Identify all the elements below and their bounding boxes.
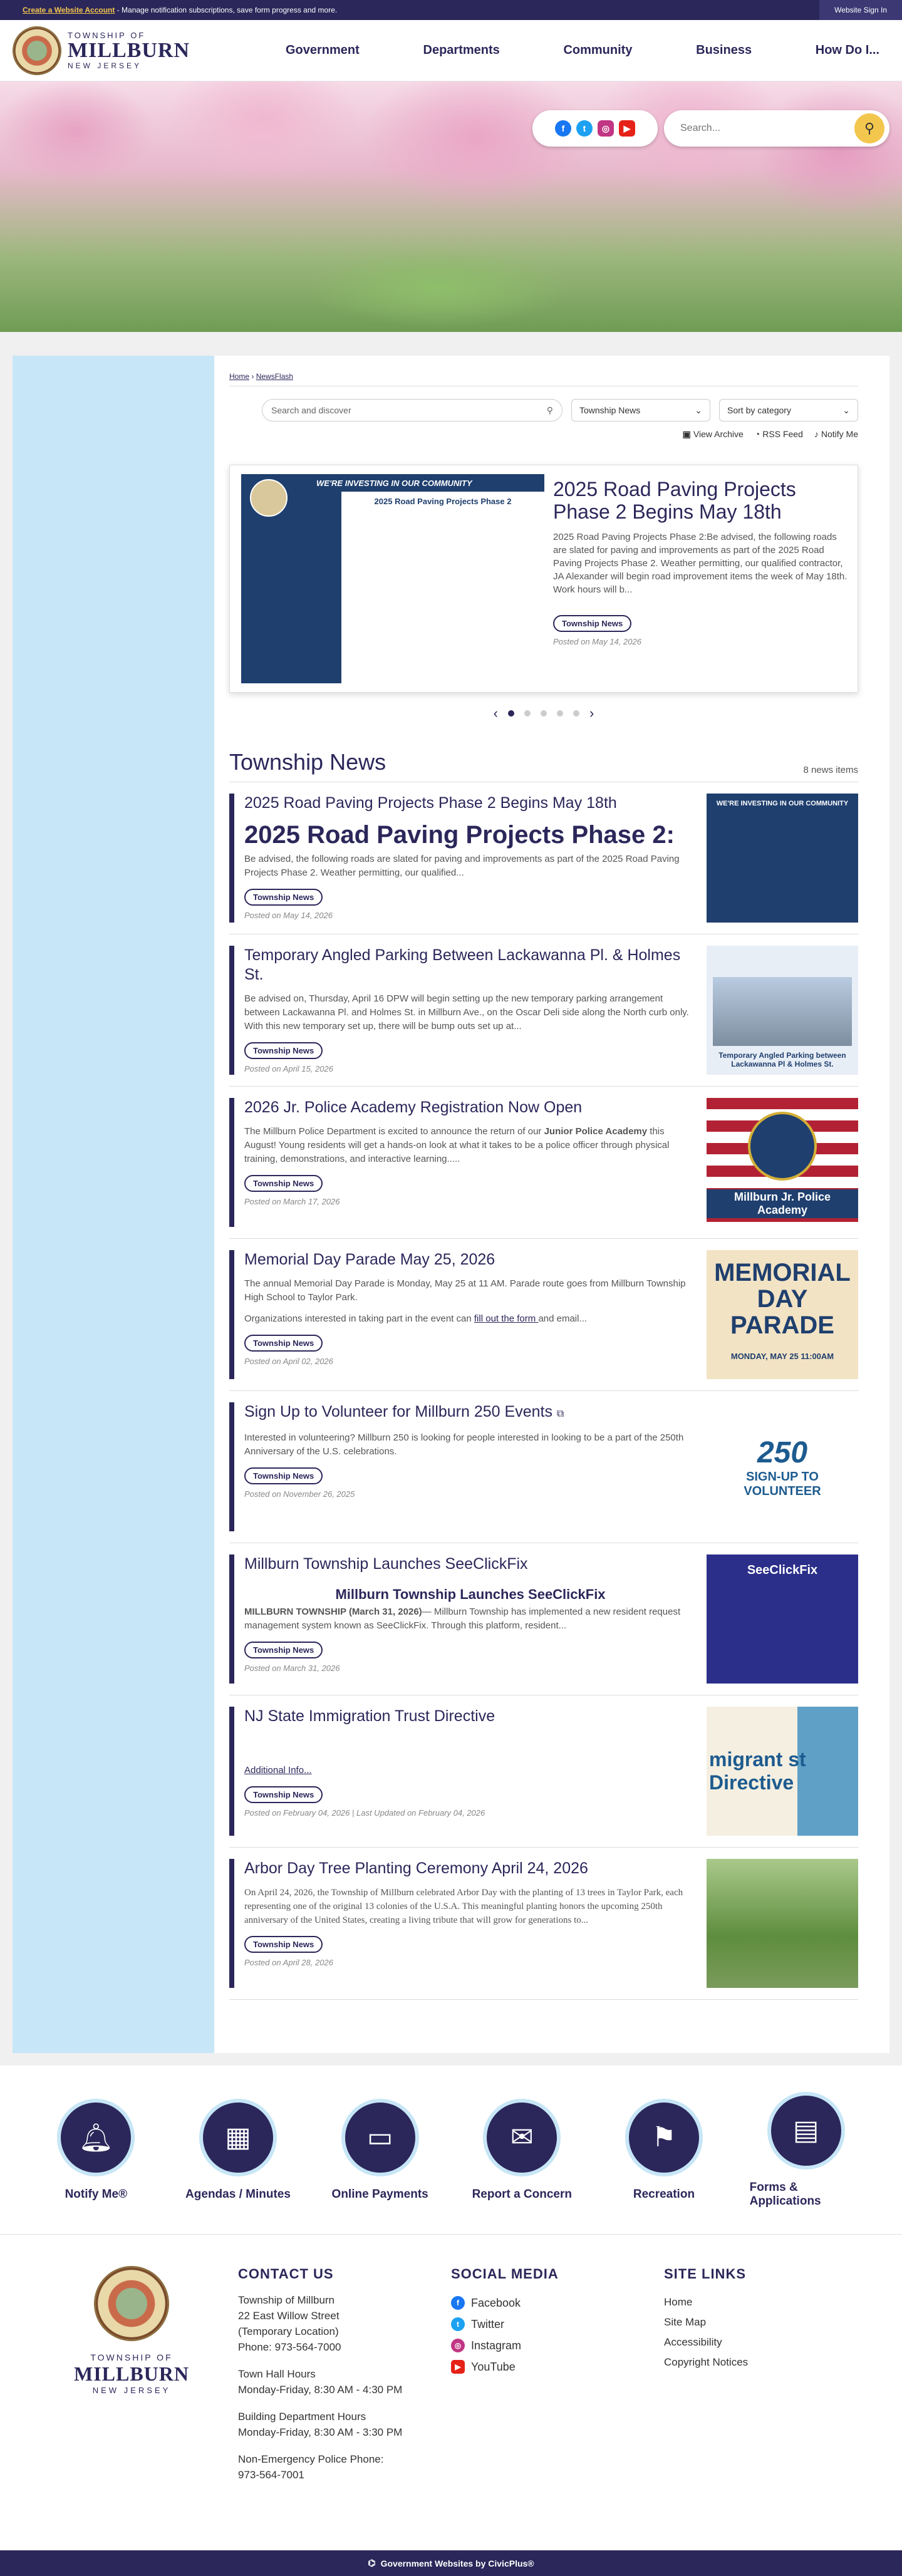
featured-news-card[interactable]: [229, 465, 858, 693]
quick-links: [0, 2066, 902, 2235]
news-item-title[interactable]: NJ State Immigration Trust Directive: [244, 1707, 495, 1725]
posted-date: Posted on February 04, 2026: [244, 1808, 350, 1818]
notify-me-link[interactable]: [814, 429, 858, 440]
instagram-icon: ◎: [451, 2339, 465, 2352]
quicklink-label: Report a Concern: [472, 2187, 572, 2201]
hours-title: Building Department Hours: [238, 2411, 366, 2423]
footer-logo[interactable]: [25, 2266, 238, 2550]
site-search-input[interactable]: [680, 123, 843, 134]
thumbnail-text: SeeClickFix: [747, 1563, 818, 1577]
news-item-thumbnail[interactable]: [707, 1554, 858, 1684]
news-filters: [229, 399, 858, 422]
news-item-thumbnail[interactable]: [707, 1707, 858, 1836]
footer-logo-line-2: MILLBURN: [73, 2362, 189, 2385]
body-text: — Millburn Township has implemented a new resident request management system known as SeeClickFix. Through this platform, resident...: [244, 1606, 681, 1631]
news-item-title[interactable]: Memorial Day Parade May 25, 2026: [244, 1251, 495, 1268]
featured-image-banner: WE'RE INVESTING IN OUR COMMUNITY: [241, 474, 544, 492]
body-text: this August! Young residents will get a hands-on look at what it takes to be a police officer through physical training, demonstrations, and interactive learning.....: [244, 1126, 670, 1164]
breadcrumb-separator: ›: [249, 372, 256, 381]
rss-feed-label: RSS Feed: [762, 429, 803, 439]
bell-icon: 🔔︎: [57, 2099, 135, 2176]
social-links: [532, 110, 658, 147]
news-item-posted: Posted on March 17, 2026: [244, 1197, 340, 1206]
social-label: YouTube: [471, 2361, 516, 2373]
view-archive-link[interactable]: [683, 429, 744, 440]
news-item-body: On April 24, 2026, the Township of Millburn celebrated Arbor Day with the planting of 13 trees in Taylor Park, each representing one of the original 13 colonies of the U.S.A. This meaningful planting honors the upcoming 250th anniversary of the United States, creating a living tribute that will grow for generations to...: [244, 1888, 683, 1925]
hero-banner: [0, 81, 902, 332]
chat-bubble-icon: ✉: [483, 2099, 561, 2176]
news-item: [229, 1695, 858, 1848]
news-item-posted: Posted on April 02, 2026: [244, 1357, 333, 1366]
twitter-icon[interactable]: t: [576, 120, 593, 137]
chevron-left-icon[interactable]: ‹: [493, 705, 498, 721]
youtube-icon[interactable]: ▶: [619, 120, 635, 137]
create-account-link[interactable]: Create a Website Account: [23, 6, 115, 14]
accent-bar: [229, 1554, 234, 1684]
facebook-icon[interactable]: f: [555, 120, 571, 137]
facebook-icon: f: [451, 2296, 465, 2310]
news-item: [229, 782, 858, 934]
view-archive-label: View Archive: [693, 429, 744, 439]
township-seal-icon: [94, 2266, 169, 2341]
news-item-thumbnail[interactable]: [707, 794, 858, 923]
sort-select[interactable]: [719, 399, 858, 422]
body-text: and email...: [538, 1313, 587, 1324]
quicklink-label: Online Payments: [331, 2187, 428, 2201]
nav-business[interactable]: Business: [696, 43, 752, 57]
thumbnail-text: Millburn Jr. Police Academy: [707, 1189, 858, 1218]
site-header: [0, 20, 902, 81]
breadcrumb: [229, 372, 858, 386]
quicklink-forms[interactable]: [750, 2092, 863, 2208]
site-footer: [0, 2235, 902, 2550]
news-item-posted: Posted on March 31, 2026: [244, 1663, 340, 1673]
parking-photo: [713, 977, 852, 1046]
police-badge-icon: [748, 1112, 817, 1181]
news-item-posted: Posted on November 26, 2025: [244, 1489, 355, 1499]
footer-link-accessibility[interactable]: Accessibility: [664, 2336, 722, 2348]
main-navigation: [276, 43, 889, 58]
quicklink-notify-me[interactable]: [39, 2099, 152, 2201]
footer-youtube-link[interactable]: [451, 2356, 664, 2377]
additional-info-link[interactable]: Additional Info...: [244, 1765, 312, 1776]
civicplus-icon: ⌬: [368, 2558, 376, 2568]
accent-bar: [229, 946, 234, 1075]
featured-tag[interactable]: Township News: [553, 615, 631, 632]
body-bold-text: Junior Police Academy: [544, 1126, 648, 1137]
category-select[interactable]: [571, 399, 710, 422]
chevron-down-icon: ⌄: [842, 405, 850, 415]
youtube-icon: ▶: [451, 2360, 465, 2374]
township-seal-icon: [13, 26, 61, 75]
nav-government[interactable]: Government: [286, 43, 360, 57]
quicklink-report-concern[interactable]: [465, 2099, 578, 2201]
news-item-tag[interactable]: Township News: [244, 1467, 323, 1484]
contact-line: Township of Millburn: [238, 2294, 335, 2306]
chevron-down-icon: ⌄: [695, 405, 702, 415]
news-item-body: [244, 1605, 697, 1633]
rss-icon: ◔: [754, 429, 760, 439]
fill-out-form-link[interactable]: fill out the form: [474, 1313, 539, 1324]
quicklink-label: Agendas / Minutes: [185, 2187, 291, 2201]
news-item-posted: Posted on April 15, 2026: [244, 1064, 333, 1073]
contact-phone: Phone: 973-564-7000: [238, 2341, 341, 2353]
pager-dot[interactable]: [541, 710, 547, 716]
thumbnail-text: Temporary Angled Parking between Lackawanna Pl & Holmes St.: [718, 1051, 846, 1068]
bell-icon: ♪: [814, 429, 819, 439]
twitter-icon: t: [451, 2317, 465, 2331]
logo-line-2: MILLBURN: [68, 39, 190, 62]
news-item: [229, 1087, 858, 1239]
thumbnail-subtext: MONDAY, MAY 25 11:00AM: [730, 1352, 834, 1361]
news-item-tag[interactable]: Township News: [244, 1936, 323, 1953]
news-item-body-2: [244, 1312, 697, 1326]
thumbnail-text: MEMORIAL DAY PARADE: [714, 1259, 851, 1339]
news-item: [229, 1391, 858, 1543]
search-icon[interactable]: ⚲: [546, 405, 553, 415]
quicklink-label: Forms & Applications: [749, 2180, 821, 2208]
quicklink-agendas[interactable]: [182, 2099, 294, 2201]
news-item-tag[interactable]: Township News: [244, 1042, 323, 1059]
news-item-thumbnail[interactable]: [707, 1402, 858, 1531]
quicklink-label: Notify Me®: [65, 2187, 128, 2201]
news-item-thumbnail[interactable]: [707, 946, 858, 1075]
news-item: [229, 1848, 858, 2000]
site-logo[interactable]: [13, 26, 276, 75]
contact-line: (Temporary Location): [238, 2325, 339, 2337]
nav-how-do-i[interactable]: How Do I...: [815, 43, 879, 57]
news-item-body: Interested in volunteering? Millburn 250 is looking for people interested in looking to be a part of the 250th Anniversary of the U.S. celebrations.: [244, 1432, 684, 1457]
footer-social-title: SOCIAL MEDIA: [451, 2266, 559, 2282]
sort-select-value: Sort by category: [727, 405, 791, 415]
news-item-thumbnail[interactable]: [707, 1250, 858, 1379]
police-phone-label: Non-Emergency Police Phone:: [238, 2453, 384, 2465]
news-count: 8 news items: [803, 765, 858, 775]
body-text: The Millburn Police Department is excited to announce the return of our: [244, 1126, 544, 1137]
search-icon[interactable]: ⚲: [854, 113, 884, 143]
breadcrumb-home[interactable]: Home: [229, 372, 250, 381]
police-phone-value: 973-564-7001: [238, 2469, 304, 2481]
news-item-headline: 2025 Road Paving Projects Phase 2:: [244, 821, 675, 849]
scroll-icon: ▤: [767, 2092, 845, 2170]
archive-icon: ▣: [682, 429, 691, 439]
create-account-description: - Manage notification subscriptions, save form progress and more.: [115, 6, 338, 14]
footer-link-site-map[interactable]: Site Map: [664, 2316, 707, 2328]
top-utility-bar: [0, 0, 902, 20]
thumbnail-text: SIGN-UP TO VOLUNTEER: [744, 1469, 821, 1498]
news-list-header: [229, 749, 858, 782]
page-body: [0, 332, 902, 2066]
news-item-title[interactable]: Arbor Day Tree Planting Ceremony April 24, 2026: [244, 1860, 588, 1877]
pager-dot[interactable]: [557, 710, 563, 716]
township-seal-icon: [250, 479, 288, 517]
footer-link-home[interactable]: Home: [664, 2296, 693, 2308]
quicklink-label: Recreation: [633, 2187, 695, 2201]
nav-community[interactable]: Community: [563, 43, 633, 57]
news-item-body: Be advised, the following roads are slated for paving and improvements as part of the 2025 Road Paving Projects Phase 2. Weather permitting, our qualified...: [244, 854, 680, 878]
main-content: [214, 356, 889, 2053]
news-item-posted: Posted on May 14, 2026: [244, 911, 333, 920]
news-item-title[interactable]: Temporary Angled Parking Between Lackawanna Pl. & Holmes St.: [244, 946, 681, 983]
footer-facebook-link[interactable]: [451, 2292, 664, 2314]
pager-dot[interactable]: [573, 710, 579, 716]
thumbnail-text: migrant st Directive: [709, 1748, 806, 1794]
news-item: [229, 1239, 858, 1391]
featured-summary: 2025 Road Paving Projects Phase 2:Be advised, the following roads are slated for paving and improvements as part of the 2025 Road Paving Projects Phase 2. Weather permitting, our qualified contractor, JA Alexander will begin road improvement items the week of May 18th. Work hours will b...: [553, 532, 848, 595]
breadcrumb-current[interactable]: NewsFlash: [256, 372, 294, 381]
nav-departments[interactable]: Departments: [423, 43, 500, 57]
news-item-title[interactable]: 2025 Road Paving Projects Phase 2 Begins May 18th: [244, 794, 617, 812]
footer-site-links: [664, 2266, 877, 2550]
create-account-banner: [23, 6, 337, 14]
pager-dot[interactable]: [524, 710, 531, 716]
logo-line-1: TOWNSHIP OF: [68, 31, 146, 40]
external-link-icon: ⧉: [556, 1409, 564, 1419]
news-item-headline: Millburn Township Launches SeeClickFix: [335, 1586, 606, 1602]
news-item-tag[interactable]: Township News: [244, 1175, 323, 1192]
sign-in-button[interactable]: Website Sign In: [819, 0, 902, 20]
footer-twitter-link[interactable]: [451, 2314, 664, 2335]
quicklink-recreation[interactable]: [608, 2099, 720, 2201]
news-item-tag[interactable]: Township News: [244, 1642, 323, 1658]
notify-me-label: Notify Me: [821, 429, 858, 439]
news-item: [229, 934, 858, 1087]
body-text: Organizations interested in taking part in the event can: [244, 1313, 474, 1324]
accent-bar: [229, 794, 234, 923]
accent-bar: [229, 1402, 234, 1531]
left-sidebar: [13, 356, 214, 2053]
news-item-title[interactable]: Millburn Township Launches SeeClickFix: [244, 1555, 528, 1573]
featured-title[interactable]: 2025 Road Paving Projects Phase 2 Begins May 18th: [553, 478, 796, 523]
thumbnail-text: WE'RE INVESTING IN OUR COMMUNITY: [716, 800, 849, 807]
news-item-title-text: Sign Up to Volunteer for Millburn 250 Events: [244, 1403, 552, 1420]
thumbnail-number: 250: [757, 1435, 808, 1469]
body-bold-text: MILLBURN TOWNSHIP (March 31, 2026): [244, 1606, 422, 1617]
footer-logo-line-3: NEW JERSEY: [92, 2386, 171, 2395]
news-item-tag[interactable]: Township News: [244, 1335, 323, 1352]
civicplus-label: Government Websites by CivicPlus®: [380, 2558, 534, 2568]
accent-bar: [229, 1707, 234, 1836]
credit-card-icon: ▭: [341, 2099, 419, 2176]
site-search: [664, 110, 889, 147]
footer-contact-title: CONTACT US: [238, 2266, 334, 2282]
contact-line: 22 East Willow Street: [238, 2310, 340, 2322]
news-item-posted: Posted on April 28, 2026: [244, 1958, 333, 1967]
footer-link-copyright[interactable]: Copyright Notices: [664, 2356, 749, 2368]
runner-icon: ⚑: [625, 2099, 703, 2176]
featured-posted-date: Posted on May 14, 2026: [553, 637, 641, 646]
footer-social: [451, 2266, 664, 2550]
footer-sitelinks-title: SITE LINKS: [664, 2266, 747, 2282]
featured-image: [241, 474, 544, 683]
hours-title: Town Hall Hours: [238, 2368, 316, 2380]
accent-bar: [229, 1098, 234, 1227]
news-item-posted: Posted on February 04, 2026 | Last Updated on February 04, 2026: [244, 1808, 485, 1818]
news-tools: [229, 429, 858, 440]
calendar-icon: ▦: [199, 2099, 277, 2176]
news-item-tag[interactable]: Township News: [244, 1786, 323, 1803]
quicklink-payments[interactable]: [324, 2099, 437, 2201]
social-label: Instagram: [471, 2339, 522, 2352]
social-label: Twitter: [471, 2318, 505, 2330]
featured-pager: [229, 705, 858, 722]
featured-image-heading: 2025 Road Paving Projects Phase 2: [374, 497, 512, 506]
news-item-title[interactable]: 2026 Jr. Police Academy Registration Now Open: [244, 1099, 583, 1116]
hours-value: Monday-Friday, 8:30 AM - 3:30 PM: [238, 2426, 403, 2438]
updated-date: Last Updated on February 04, 2026: [356, 1808, 485, 1818]
news-search-input[interactable]: [262, 399, 562, 422]
news-item-body: Be advised on, Thursday, April 16 DPW will begin setting up the new temporary parking arrangement between Lackawanna Pl. and Holmes St. in Millburn Ave., on the Oscar Deli side along the North curb only. With this new temporary set up, there will be bump outs set up at...: [244, 993, 689, 1032]
logo-line-3: NEW JERSEY: [68, 61, 142, 70]
news-search-placeholder: Search and discover: [271, 405, 351, 415]
news-item-body: [244, 1125, 697, 1166]
civicplus-bar[interactable]: [0, 2550, 902, 2576]
social-label: Facebook: [471, 2297, 521, 2309]
news-item-tag[interactable]: Township News: [244, 889, 323, 906]
news-item-title[interactable]: [244, 1402, 697, 1424]
accent-bar: [229, 1859, 234, 1988]
hours-value: Monday-Friday, 8:30 AM - 4:30 PM: [238, 2384, 403, 2396]
featured-image-body: [341, 492, 544, 683]
news-item: [229, 1543, 858, 1695]
accent-bar: [229, 1250, 234, 1379]
news-item-thumbnail[interactable]: [707, 1859, 858, 1988]
footer-logo-line-1: TOWNSHIP OF: [90, 2352, 173, 2362]
news-item-body: The annual Memorial Day Parade is Monday, May 25 at 11 AM. Parade route goes from Millburn Township High School to Taylor Park.: [244, 1278, 686, 1303]
news-list-title: Township News: [229, 749, 386, 775]
footer-contact: [238, 2266, 451, 2550]
footer-instagram-link[interactable]: [451, 2335, 664, 2356]
category-select-value: Township News: [579, 405, 641, 415]
pager-dot[interactable]: [508, 710, 514, 716]
rss-feed-link[interactable]: [755, 429, 803, 440]
news-item-thumbnail[interactable]: [707, 1098, 858, 1227]
chevron-right-icon[interactable]: ›: [589, 705, 594, 721]
instagram-icon[interactable]: ◎: [598, 120, 614, 137]
